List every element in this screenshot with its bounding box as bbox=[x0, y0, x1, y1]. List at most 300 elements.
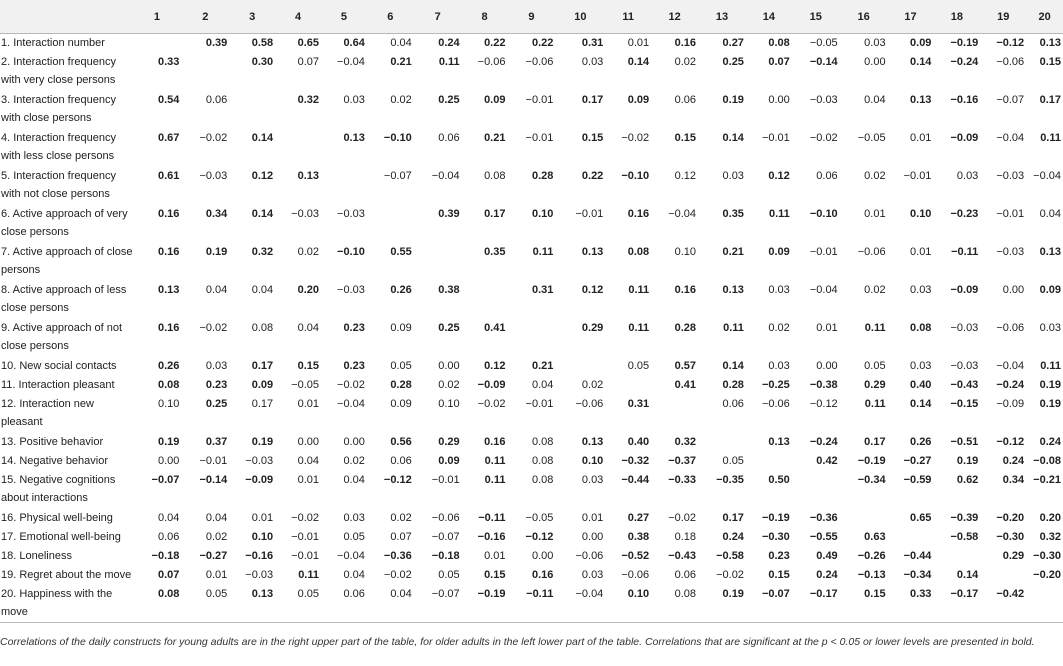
header-cell-1: 1 bbox=[132, 0, 181, 34]
table-row bbox=[0, 566, 1063, 585]
table-cell: −0.27 bbox=[199, 549, 228, 562]
table-cell: 0.40 bbox=[910, 378, 932, 391]
table-cell: 0.25 bbox=[722, 55, 744, 68]
table-cell: 0.07 bbox=[390, 530, 412, 543]
table-cell: 0.05 bbox=[722, 454, 744, 467]
table-cell: 0.23 bbox=[768, 549, 790, 562]
table-cell: 0.02 bbox=[438, 378, 460, 391]
table-cell: −0.03 bbox=[199, 169, 228, 182]
table-cell bbox=[507, 319, 555, 357]
table-cell: 0.35 bbox=[484, 245, 506, 258]
table-cell: 0.11 bbox=[438, 55, 460, 68]
table-cell: 0.65 bbox=[910, 511, 932, 524]
header-cell-10: 10 bbox=[555, 0, 605, 34]
table-cell: 0.41 bbox=[484, 321, 506, 334]
table-cell: 0.18 bbox=[674, 530, 697, 543]
table-cell: −0.01 bbox=[761, 131, 790, 144]
table-cell: 0.02 bbox=[674, 55, 697, 68]
table-cell: −0.12 bbox=[383, 473, 412, 486]
table-cell bbox=[605, 376, 651, 395]
table-cell: 0.29 bbox=[1002, 549, 1025, 562]
table-cell: 0.20 bbox=[297, 283, 319, 296]
table-cell: −0.37 bbox=[668, 454, 697, 467]
table-cell bbox=[367, 205, 414, 243]
table-cell: 0.57 bbox=[674, 359, 697, 372]
table-cell: 0.26 bbox=[910, 435, 932, 448]
table-cell: 0.16 bbox=[627, 207, 650, 220]
header-cell-3: 3 bbox=[229, 0, 275, 34]
table-cell: −0.16 bbox=[245, 549, 274, 562]
table-cell: 0.56 bbox=[390, 435, 412, 448]
table-cell bbox=[792, 471, 840, 509]
table-cell: 0.00 bbox=[531, 549, 554, 562]
table-cell: 0.21 bbox=[531, 359, 554, 372]
table-cell: −0.06 bbox=[761, 397, 790, 410]
table-cell: 0.11 bbox=[864, 397, 886, 410]
table-cell: 0.01 bbox=[910, 131, 932, 144]
table-cell: 0.27 bbox=[722, 37, 744, 49]
row-label: 16. Physical well-being bbox=[1, 511, 113, 524]
table-cell: 0.03 bbox=[343, 511, 365, 524]
table-cell: −0.24 bbox=[996, 378, 1025, 391]
table-cell: 0.08 bbox=[768, 37, 790, 49]
table-cell: −0.02 bbox=[621, 131, 650, 144]
header-cell-20: 20 bbox=[1026, 0, 1063, 34]
table-cell: 0.08 bbox=[910, 321, 932, 334]
table-cell: −0.04 bbox=[337, 397, 365, 410]
table-cell: 0.05 bbox=[627, 359, 650, 372]
header-cell-2: 2 bbox=[181, 0, 229, 34]
table-cell: −0.39 bbox=[950, 511, 979, 524]
table-cell: 0.13 bbox=[581, 435, 604, 448]
table-row bbox=[0, 452, 1063, 471]
table-row bbox=[0, 547, 1063, 566]
table-row bbox=[0, 585, 1063, 623]
table-cell: 0.00 bbox=[768, 93, 790, 106]
table-cell: −0.05 bbox=[525, 511, 554, 524]
table-cell: −0.43 bbox=[950, 378, 979, 391]
table-cell: −0.07 bbox=[996, 93, 1025, 106]
table-cell: 0.13 bbox=[229, 585, 275, 623]
table-cell: 0.03 bbox=[722, 169, 744, 182]
table-cell: 0.38 bbox=[627, 530, 650, 543]
table-row bbox=[0, 281, 1063, 319]
table-cell: 0.17 bbox=[864, 435, 886, 448]
table-cell: 0.07 bbox=[768, 55, 790, 68]
table-cell: 0.11 bbox=[628, 283, 650, 296]
table-cell: 0.24 bbox=[816, 568, 838, 581]
table-cell: 0.12 bbox=[674, 169, 697, 182]
table-cell: 0.08 bbox=[531, 454, 554, 467]
table-cell: 0.41 bbox=[674, 378, 697, 391]
table-cell: −0.58 bbox=[716, 549, 744, 562]
table-cell: −0.09 bbox=[996, 397, 1025, 410]
table-cell: 0.04 bbox=[157, 511, 180, 524]
table-cell: 0.04 bbox=[297, 321, 319, 334]
table-cell: −0.17 bbox=[933, 585, 980, 623]
table-cell: −0.01 bbox=[199, 454, 228, 467]
table-cell: 0.07 bbox=[297, 55, 319, 68]
table-cell: 0.08 bbox=[627, 245, 650, 258]
table-cell: 0.38 bbox=[438, 283, 460, 296]
table-cell: −0.59 bbox=[903, 473, 932, 486]
table-cell: −0.01 bbox=[525, 131, 554, 144]
table-cell: 0.06 bbox=[321, 585, 367, 623]
row-label: 8. Active approach of less close persons bbox=[1, 283, 127, 314]
table-cell: 0.29 bbox=[581, 321, 604, 334]
row-label: 6. Active approach of very close persons bbox=[1, 207, 128, 238]
row-label: 1. Interaction number bbox=[1, 37, 105, 49]
table-cell: 0.19 bbox=[956, 454, 979, 467]
header-cell-12: 12 bbox=[651, 0, 698, 34]
table-cell: 0.16 bbox=[531, 568, 554, 581]
table-cell: 0.00 bbox=[1002, 283, 1025, 296]
table-cell: −0.18 bbox=[151, 549, 180, 562]
table-cell: 0.64 bbox=[343, 37, 365, 49]
table-cell: 0.32 bbox=[674, 435, 697, 448]
table-cell: 0.15 bbox=[484, 568, 506, 581]
table-cell: −0.07 bbox=[746, 585, 792, 623]
table-cell: 0.00 bbox=[297, 435, 319, 448]
table-cell: −0.42 bbox=[980, 585, 1026, 623]
table-cell: 0.12 bbox=[251, 169, 274, 182]
table-cell: 0.39 bbox=[438, 207, 460, 220]
table-cell: 0.04 bbox=[864, 93, 886, 106]
table-row bbox=[0, 509, 1063, 528]
table-cell bbox=[462, 281, 508, 319]
table-cell: −0.02 bbox=[668, 511, 697, 524]
table-cell bbox=[555, 357, 605, 376]
row-label: 19. Regret about the move bbox=[1, 568, 132, 581]
table-cell: 0.67 bbox=[157, 131, 180, 144]
table-row bbox=[0, 205, 1063, 243]
table-cell: 0.55 bbox=[390, 245, 412, 258]
table-cell: −0.10 bbox=[337, 245, 365, 258]
table-cell: 0.33 bbox=[157, 55, 180, 68]
table-cell: 0.14 bbox=[251, 131, 274, 144]
table-cell: −0.34 bbox=[903, 568, 932, 581]
table-cell: 0.09 bbox=[768, 245, 790, 258]
table-cell: 0.32 bbox=[251, 245, 274, 258]
table-cell: −0.02 bbox=[337, 378, 365, 391]
table-cell: 0.40 bbox=[627, 435, 650, 448]
table-cell: 0.63 bbox=[864, 530, 886, 543]
table-cell: 0.06 bbox=[157, 530, 180, 543]
header-cell-19: 19 bbox=[980, 0, 1026, 34]
table-cell: −0.15 bbox=[950, 397, 979, 410]
table-cell: 0.22 bbox=[581, 169, 604, 182]
table-cell: 0.16 bbox=[674, 37, 697, 49]
table-cell: −0.03 bbox=[950, 359, 979, 372]
table-row bbox=[0, 357, 1063, 376]
table-cell: 0.08 bbox=[157, 378, 180, 391]
table-cell: −0.27 bbox=[903, 454, 932, 467]
table-cell: 0.28 bbox=[390, 378, 412, 391]
table-cell: 0.05 bbox=[438, 568, 460, 581]
table-cell: 0.03 bbox=[581, 568, 604, 581]
table-cell bbox=[698, 433, 746, 452]
header-cell-14: 14 bbox=[746, 0, 792, 34]
table-cell: −0.04 bbox=[809, 283, 838, 296]
table-row bbox=[0, 376, 1063, 395]
table-cell: 0.09 bbox=[910, 37, 932, 49]
table-row bbox=[0, 167, 1063, 205]
table-cell: 0.31 bbox=[581, 37, 604, 49]
table-cell: −0.19 bbox=[462, 585, 508, 623]
table-cell: 0.05 bbox=[275, 585, 321, 623]
table-cell: −0.06 bbox=[575, 397, 604, 410]
table-cell: 0.09 bbox=[438, 454, 460, 467]
table-cell bbox=[651, 395, 698, 433]
table-cell: −0.03 bbox=[291, 207, 319, 220]
table-cell bbox=[1026, 585, 1063, 623]
table-cell: −0.01 bbox=[291, 530, 319, 543]
table-cell: −0.44 bbox=[621, 473, 650, 486]
table-cell: −0.05 bbox=[809, 37, 838, 49]
table-cell: −0.02 bbox=[809, 131, 838, 144]
table-cell: 0.01 bbox=[297, 473, 319, 486]
table-cell: 0.00 bbox=[343, 435, 365, 448]
table-cell: 0.32 bbox=[1039, 530, 1061, 543]
table-cell: −0.03 bbox=[996, 169, 1025, 182]
table-cell: 0.11 bbox=[484, 454, 506, 467]
table-cell: 0.03 bbox=[343, 93, 365, 106]
table-cell: 0.15 bbox=[674, 131, 697, 144]
table-cell bbox=[840, 509, 888, 528]
table-cell: 0.04 bbox=[343, 568, 365, 581]
table-cell: −0.20 bbox=[1033, 568, 1061, 581]
table-cell: 0.17 bbox=[251, 397, 274, 410]
table-cell: 0.02 bbox=[343, 454, 365, 467]
table-cell: 0.19 bbox=[698, 585, 746, 623]
table-cell: 0.10 bbox=[581, 454, 604, 467]
table-cell: 0.04 bbox=[531, 378, 554, 391]
table-cell: −0.07 bbox=[383, 169, 412, 182]
table-cell: 0.04 bbox=[205, 511, 228, 524]
table-cell: −0.09 bbox=[477, 378, 506, 391]
table-cell: 0.13 bbox=[1039, 245, 1061, 258]
table-cell: −0.11 bbox=[507, 585, 555, 623]
table-cell: 0.08 bbox=[531, 435, 554, 448]
table-cell: 0.04 bbox=[205, 283, 228, 296]
table-cell: −0.04 bbox=[1033, 169, 1061, 182]
table-cell: 0.16 bbox=[157, 245, 180, 258]
table-cell: −0.07 bbox=[431, 530, 460, 543]
table-cell: 0.08 bbox=[531, 473, 554, 486]
table-cell: 0.01 bbox=[251, 511, 274, 524]
table-cell: 0.32 bbox=[297, 93, 319, 106]
table-cell: 0.11 bbox=[298, 568, 319, 581]
table-cell: 0.21 bbox=[722, 245, 744, 258]
table-row bbox=[0, 395, 1063, 433]
table-cell: −0.02 bbox=[291, 511, 319, 524]
table-cell: 0.62 bbox=[956, 473, 979, 486]
table-cell: −0.02 bbox=[383, 568, 412, 581]
table-cell: −0.19 bbox=[950, 37, 979, 49]
table-cell: 0.27 bbox=[627, 511, 650, 524]
table-cell: 0.24 bbox=[438, 37, 460, 49]
table-row bbox=[0, 471, 1063, 509]
table-cell: 0.08 bbox=[484, 169, 506, 182]
table-cell: −0.58 bbox=[950, 530, 979, 543]
table-cell: −0.17 bbox=[792, 585, 840, 623]
table-cell: 0.02 bbox=[390, 511, 412, 524]
table-cell: 0.06 bbox=[674, 568, 697, 581]
table-cell: 0.13 bbox=[722, 283, 744, 296]
table-cell: 0.34 bbox=[1002, 473, 1025, 486]
table-cell: 0.09 bbox=[390, 397, 412, 410]
table-cell bbox=[746, 452, 792, 471]
table-row bbox=[0, 528, 1063, 547]
table-cell: −0.01 bbox=[575, 207, 604, 220]
table-cell: 0.03 bbox=[768, 359, 790, 372]
table-cell: 0.25 bbox=[438, 93, 460, 106]
table-cell: −0.01 bbox=[996, 207, 1025, 220]
table-cell: 0.24 bbox=[1002, 454, 1025, 467]
table-cell: −0.04 bbox=[337, 55, 365, 68]
table-cell: −0.14 bbox=[809, 55, 838, 68]
table-cell: 0.14 bbox=[956, 568, 979, 581]
table-cell: −0.02 bbox=[199, 321, 228, 334]
table-cell: −0.09 bbox=[950, 283, 979, 296]
table-cell: 0.58 bbox=[251, 37, 274, 49]
row-label: 10. New social contacts bbox=[1, 359, 117, 372]
table-cell: 0.02 bbox=[864, 169, 886, 182]
table-cell: 0.19 bbox=[722, 93, 744, 106]
table-cell: −0.01 bbox=[809, 245, 838, 258]
table-cell: 0.12 bbox=[484, 359, 506, 372]
table-cell: −0.30 bbox=[761, 530, 790, 543]
table-cell: −0.02 bbox=[716, 568, 744, 581]
table-cell: 0.01 bbox=[816, 321, 838, 334]
table-cell: 0.12 bbox=[581, 283, 604, 296]
table-cell: −0.12 bbox=[525, 530, 554, 543]
table-cell: −0.44 bbox=[903, 549, 932, 562]
header-cell-17: 17 bbox=[888, 0, 934, 34]
table-cell: 0.05 bbox=[343, 530, 365, 543]
table-row bbox=[0, 243, 1063, 281]
table-cell bbox=[321, 167, 367, 205]
table-cell: 0.19 bbox=[157, 435, 180, 448]
row-label: 18. Loneliness bbox=[1, 549, 72, 562]
table-cell: −0.11 bbox=[951, 245, 979, 258]
table-cell: 0.15 bbox=[297, 359, 319, 372]
table-cell: 0.19 bbox=[1039, 378, 1061, 391]
table-cell: 0.26 bbox=[390, 283, 412, 296]
row-label: 9. Active approach of not close persons bbox=[1, 321, 123, 352]
table-cell: −0.04 bbox=[668, 207, 697, 220]
table-cell: −0.30 bbox=[996, 530, 1025, 543]
table-cell: −0.07 bbox=[151, 473, 180, 486]
table-cell: 0.12 bbox=[768, 169, 790, 182]
table-cell: −0.02 bbox=[477, 397, 506, 410]
table-cell: 0.21 bbox=[390, 55, 412, 68]
table-cell: 0.25 bbox=[438, 321, 460, 334]
table-cell: 0.03 bbox=[581, 473, 604, 486]
table-cell: −0.34 bbox=[857, 473, 886, 486]
table-cell: 0.11 bbox=[532, 245, 554, 258]
table-cell: 0.08 bbox=[651, 585, 698, 623]
table-cell: 0.06 bbox=[390, 454, 412, 467]
table-cell: −0.03 bbox=[245, 454, 274, 467]
table-cell: 0.14 bbox=[910, 397, 932, 410]
table-cell: 0.06 bbox=[438, 131, 460, 144]
table-cell: 0.50 bbox=[768, 473, 790, 486]
table-cell: 0.16 bbox=[484, 435, 506, 448]
table-cell: 0.04 bbox=[1039, 207, 1061, 220]
header-cell-15: 15 bbox=[792, 0, 840, 34]
table-cell: −0.19 bbox=[761, 511, 790, 524]
table-cell: −0.12 bbox=[809, 397, 838, 410]
table-row bbox=[0, 34, 1063, 53]
table-cell: 0.14 bbox=[722, 359, 744, 372]
table-cell: 0.20 bbox=[1039, 511, 1061, 524]
table-cell: −0.09 bbox=[245, 473, 274, 486]
table-cell: −0.52 bbox=[621, 549, 650, 562]
table-cell: −0.04 bbox=[555, 585, 605, 623]
table-cell: 0.08 bbox=[251, 321, 274, 334]
table-cell: −0.25 bbox=[761, 378, 790, 391]
table-cell: 0.37 bbox=[205, 435, 228, 448]
table-cell: 0.13 bbox=[910, 93, 932, 106]
table-cell: 0.02 bbox=[581, 378, 604, 391]
table-cell: 0.04 bbox=[251, 283, 274, 296]
table-cell: 0.24 bbox=[722, 530, 744, 543]
table-cell: 0.09 bbox=[251, 378, 274, 391]
table-cell bbox=[132, 34, 181, 53]
row-label: 15. Negative cognitions about interactions bbox=[1, 473, 116, 504]
table-cell: 0.25 bbox=[205, 397, 228, 410]
table-cell: −0.03 bbox=[950, 321, 979, 334]
table-cell: −0.02 bbox=[199, 131, 228, 144]
table-cell: 0.23 bbox=[205, 378, 228, 391]
table-cell: 0.16 bbox=[157, 321, 180, 334]
table-cell: 0.13 bbox=[157, 283, 180, 296]
table-cell: 0.09 bbox=[627, 93, 650, 106]
table-cell: −0.23 bbox=[950, 207, 979, 220]
table-cell: 0.10 bbox=[251, 530, 274, 543]
header-cell-9: 9 bbox=[507, 0, 555, 34]
table-header-row bbox=[0, 0, 1063, 34]
table-footnote: Correlations of the daily constructs for young adults are in the right upper part of the table, for older adults in the left lower part of the table. Correlations that are significant at the p < 0.05 or lower levels are presented in bold. bbox=[0, 636, 1035, 648]
table-cell: 0.10 bbox=[910, 207, 932, 220]
table-cell: 0.21 bbox=[484, 131, 506, 144]
table-cell bbox=[181, 53, 229, 91]
table-cell: 0.17 bbox=[722, 511, 744, 524]
table-cell: −0.09 bbox=[950, 131, 979, 144]
table-cell bbox=[414, 243, 462, 281]
table-cell: 0.08 bbox=[132, 585, 181, 623]
row-label: 13. Positive behavior bbox=[1, 435, 104, 448]
table-cell: 0.10 bbox=[438, 397, 460, 410]
table-cell: 0.13 bbox=[1039, 37, 1061, 49]
table-cell: 0.15 bbox=[581, 131, 604, 144]
table-cell: 0.24 bbox=[1039, 435, 1061, 448]
table-row bbox=[0, 129, 1063, 167]
table-cell: 0.06 bbox=[722, 397, 744, 410]
table-cell bbox=[933, 547, 980, 566]
table-cell: −0.20 bbox=[996, 511, 1025, 524]
table-cell: 0.01 bbox=[484, 549, 506, 562]
table-cell: 0.23 bbox=[343, 321, 365, 334]
table-cell: 0.23 bbox=[343, 359, 365, 372]
table-cell: −0.06 bbox=[996, 321, 1025, 334]
table-cell: 0.09 bbox=[484, 93, 506, 106]
table-cell: 0.28 bbox=[531, 169, 554, 182]
table-cell: −0.06 bbox=[477, 55, 506, 68]
table-cell: 0.02 bbox=[768, 321, 790, 334]
table-cell: 0.13 bbox=[768, 435, 790, 448]
